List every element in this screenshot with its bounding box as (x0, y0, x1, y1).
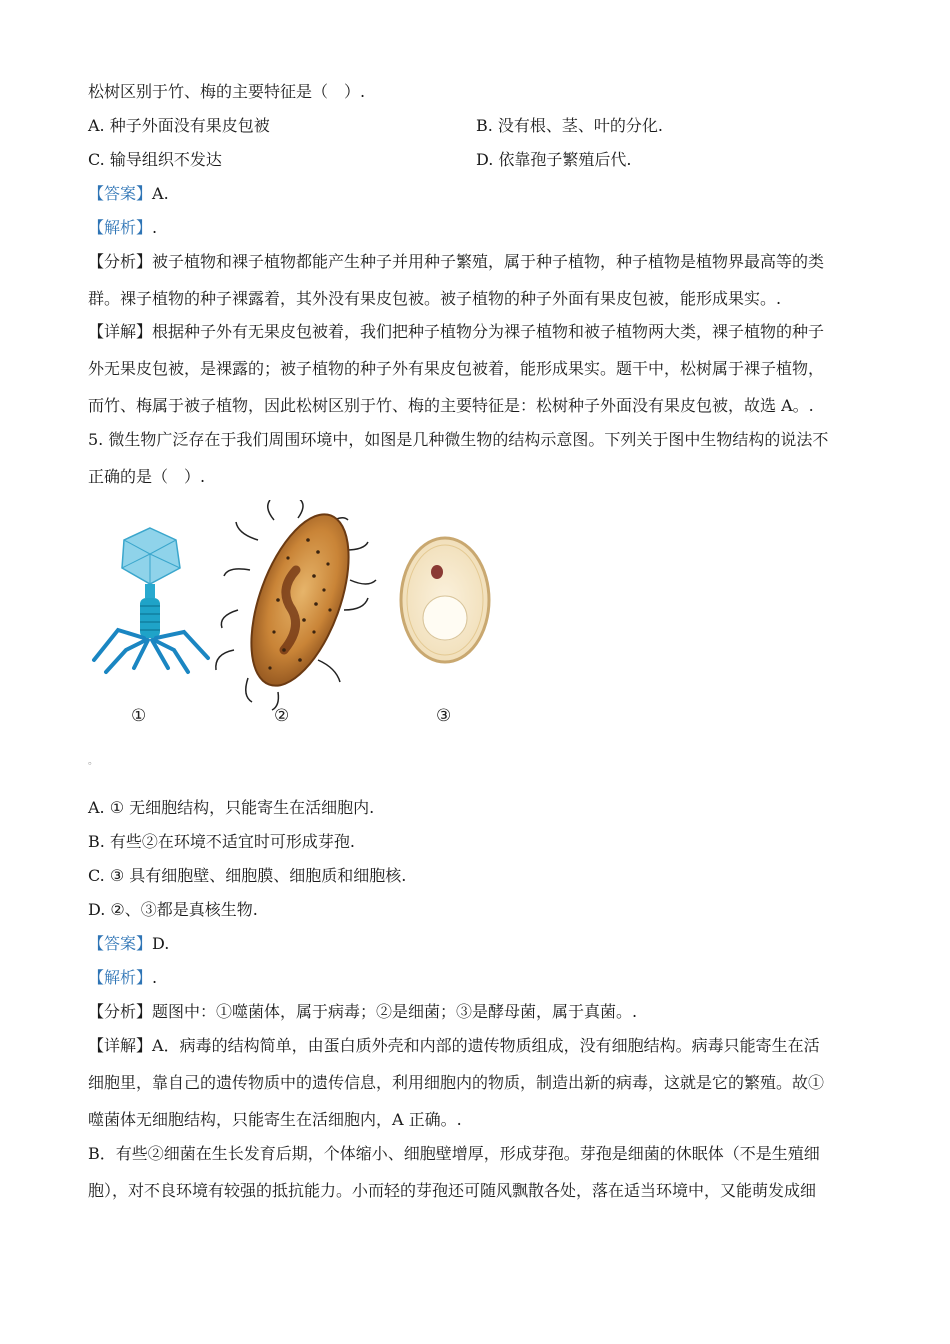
detail-text: 根据种子外有无果皮包被着，我们把种子植物分为裸子植物和被子植物两大类，裸子植物的种子 (152, 322, 825, 341)
explain-value: . (152, 218, 158, 237)
answer-value: D. (152, 934, 170, 953)
q5-option-a: A. ① 无细胞结构，只能寄生在活细胞内. (88, 798, 375, 817)
figure-label-3: ③ (436, 706, 452, 726)
detail-text: A．病毒的结构简单，由蛋白质外壳和内部的遗传物质组成，没有细胞结构。病毒只能寄生在活 (152, 1036, 820, 1055)
q5-analysis (88, 1002, 637, 1022)
q4-option-c: C. 输导组织不发达 (88, 150, 222, 169)
q5-stem-line-1: 5. 微生物广泛存在于我们周围环境中，如图是几种微生物的结构示意图。下列关于图中生物结构的说法不 (88, 430, 829, 449)
explain-tag: 【解析】 (88, 968, 153, 987)
q5-explain (88, 968, 157, 988)
q5-detail-line-1 (88, 1036, 820, 1056)
q4-detail-line-1 (88, 322, 824, 342)
detail-tag: 【详解】 (88, 322, 153, 341)
q4-explain (88, 218, 157, 238)
figure-label-1: ① (131, 706, 147, 726)
q4-answer (88, 184, 169, 204)
answer-tag: 【答案】 (88, 934, 153, 953)
answer-tag: 【答案】 (88, 184, 153, 203)
microorganism-illustration (88, 500, 508, 740)
microorganism-figure (88, 500, 508, 740)
figure-label-2: ② (274, 706, 290, 726)
q5-detail-line-3: 噬菌体无细胞结构，只能寄生在活细胞内，A 正确。. (88, 1110, 462, 1129)
q4-option-a: A. 种子外面没有果皮包被 (88, 116, 270, 135)
q5-detail-line-4: B．有些②细菌在生长发育后期，个体缩小、细胞壁增厚，形成芽孢。芽孢是细菌的休眠体（不是生殖细 (88, 1144, 820, 1163)
q4-stem: 松树区别于竹、梅的主要特征是（ ）. (88, 82, 366, 101)
q4-analysis-line-1 (88, 252, 824, 272)
explain-tag: 【解析】 (88, 218, 153, 237)
analysis-text: 题图中：①噬菌体，属于病毒；②是细菌；③是酵母菌，属于真菌。. (152, 1002, 638, 1021)
q4-analysis-line-2: 群。裸子植物的种子裸露着，其外没有果皮包被。被子植物的种子外面有果皮包被，能形成果实。. (88, 289, 782, 308)
q5-answer (88, 934, 169, 954)
q5-option-b: B. 有些②在环境不适宜时可形成芽孢. (88, 832, 356, 851)
q4-detail-line-3: 而竹、梅属于被子植物，因此松树区别于竹、梅的主要特征是：松树种子外面没有果皮包被，故选 A。. (88, 396, 814, 415)
q5-detail-line-2: 细胞里，靠自己的遗传物质中的遗传信息，利用细胞内的物质，制造出新的病毒，这就是它的繁殖。故① (88, 1073, 825, 1092)
explain-value: . (152, 968, 158, 987)
figure-caption-dot: 。 (88, 756, 98, 767)
analysis-tag: 【分析】 (88, 1002, 153, 1021)
answer-value: A. (152, 184, 169, 203)
yeast-cell (401, 538, 489, 662)
q4-option-b: B. 没有根、茎、叶的分化. (476, 116, 664, 135)
q5-stem-line-2: 正确的是（ ）. (88, 467, 206, 486)
bacterium (216, 500, 376, 710)
q5-option-c: C. ③ 具有细胞壁、细胞膜、细胞质和细胞核. (88, 866, 407, 885)
q4-option-d: D. 依靠孢子繁殖后代. (476, 150, 632, 169)
q5-detail-line-5: 胞），对不良环境有较强的抵抗能力。小而轻的芽孢还可随风飘散各处，落在适当环境中，又能萌发成细 (88, 1181, 817, 1200)
analysis-text: 被子植物和裸子植物都能产生种子并用种子繁殖，属于种子植物，种子植物是植物界最高等的类 (152, 252, 825, 271)
q4-detail-line-2: 外无果皮包被，是裸露的；被子植物的种子外有果皮包被着，能形成果实。题干中，松树属于裸子植物， (88, 359, 825, 378)
q5-option-d: D. ②、③都是真核生物. (88, 900, 258, 919)
analysis-tag: 【分析】 (88, 252, 153, 271)
detail-tag: 【详解】 (88, 1036, 153, 1055)
bacteriophage (94, 528, 208, 672)
